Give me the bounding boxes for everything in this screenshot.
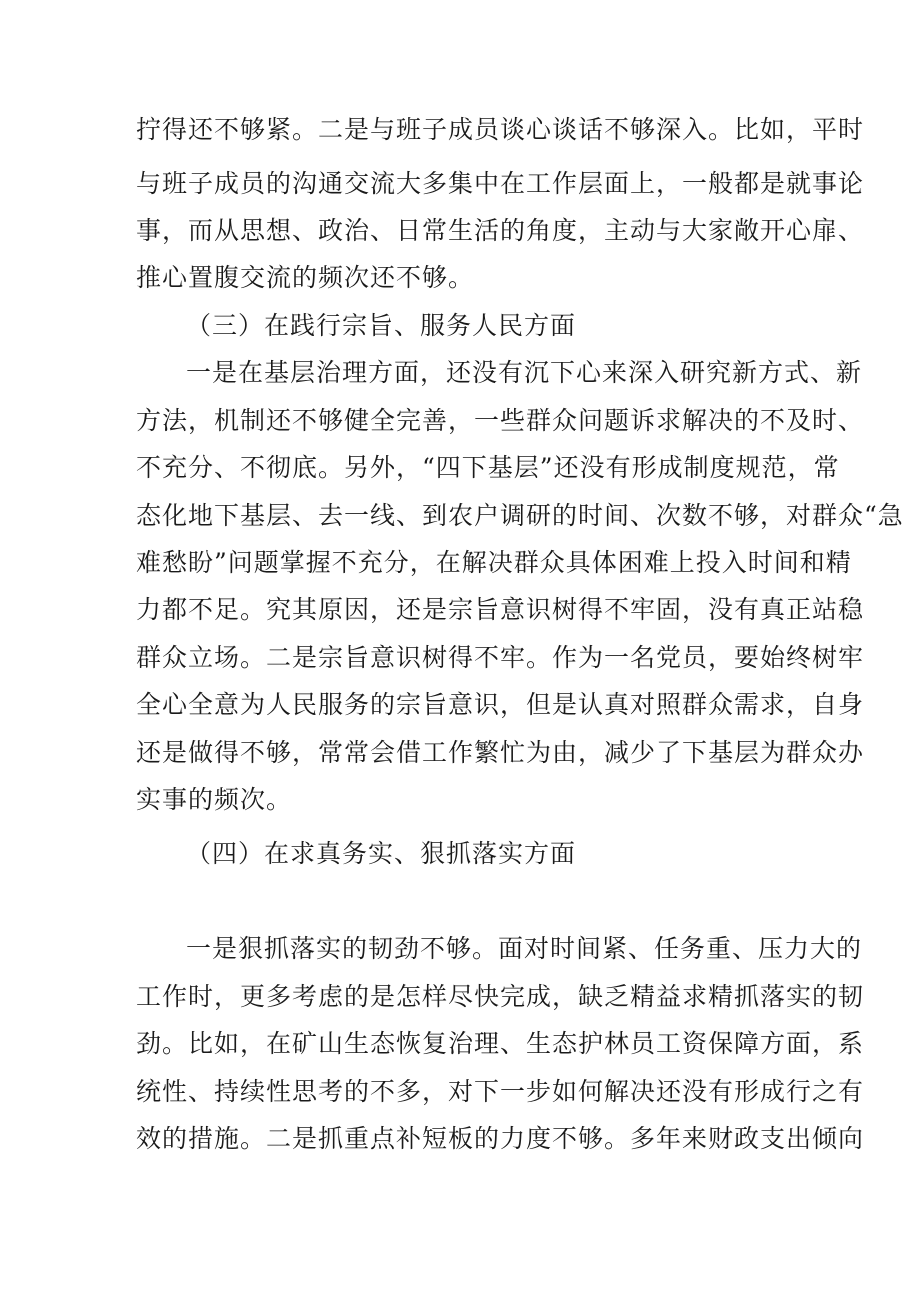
text-line: 劲。比如，在矿山生态恢复治理、生态护林员工资保障方面，系: [136, 1029, 865, 1058]
text-line: 难愁盼”问题掌握不充分，在解决群众具体困难上投入时间和精: [136, 548, 852, 577]
text-line: 方法，机制还不够健全完善，一些群众问题诉求解决的不及时、: [136, 406, 865, 435]
text-line: 一是狠抓落实的韧劲不够。面对时间紧、任务重、压力大的: [186, 934, 863, 963]
text-line: 工作时，更多考虑的是怎样尽快完成，缺乏精益求精抓落实的韧: [136, 982, 865, 1011]
text-line: 态化地下基层、去一线、到农户调研的时间、次数不够，对群众“急: [136, 501, 904, 530]
text-line: 全心全意为人民服务的宗旨意识，但是认真对照群众需求，自身: [136, 690, 865, 719]
section-heading-3: （三）在践行宗旨、服务人民方面: [186, 311, 577, 340]
text-line: 推心置腹交流的频次还不够。: [136, 263, 475, 292]
section-heading-4: （四）在求真务实、狠抓落实方面: [186, 839, 577, 868]
text-line: 不充分、不彻底。另外，“四下基层”还没有形成制度规范，常: [136, 453, 840, 482]
text-line: 拧得还不够紧。二是与班子成员谈心谈话不够深入。比如，平时: [136, 115, 865, 144]
text-line: 力都不足。究其原因，还是宗旨意识树得不牢固，没有真正站稳: [136, 595, 865, 624]
text-line: 群众立场。二是宗旨意识树得不牢。作为一名党员，要始终树牢: [136, 643, 865, 672]
text-line: 效的措施。二是抓重点补短板的力度不够。多年来财政支出倾向: [136, 1124, 865, 1153]
text-line: 与班子成员的沟通交流大多集中在工作层面上，一般都是就事论: [136, 169, 865, 198]
text-line: 还是做得不够，常常会借工作繁忙为由，减少了下基层为群众办: [136, 738, 865, 767]
text-line: 统性、持续性思考的不多，对下一步如何解决还没有形成行之有: [136, 1077, 865, 1106]
text-line: 一是在基层治理方面，还没有沉下心来深入研究新方式、新: [186, 358, 863, 387]
text-line: 事，而从思想、政治、日常生活的角度，主动与大家敞开心扉、: [136, 216, 865, 245]
text-line: 实事的频次。: [136, 785, 293, 814]
